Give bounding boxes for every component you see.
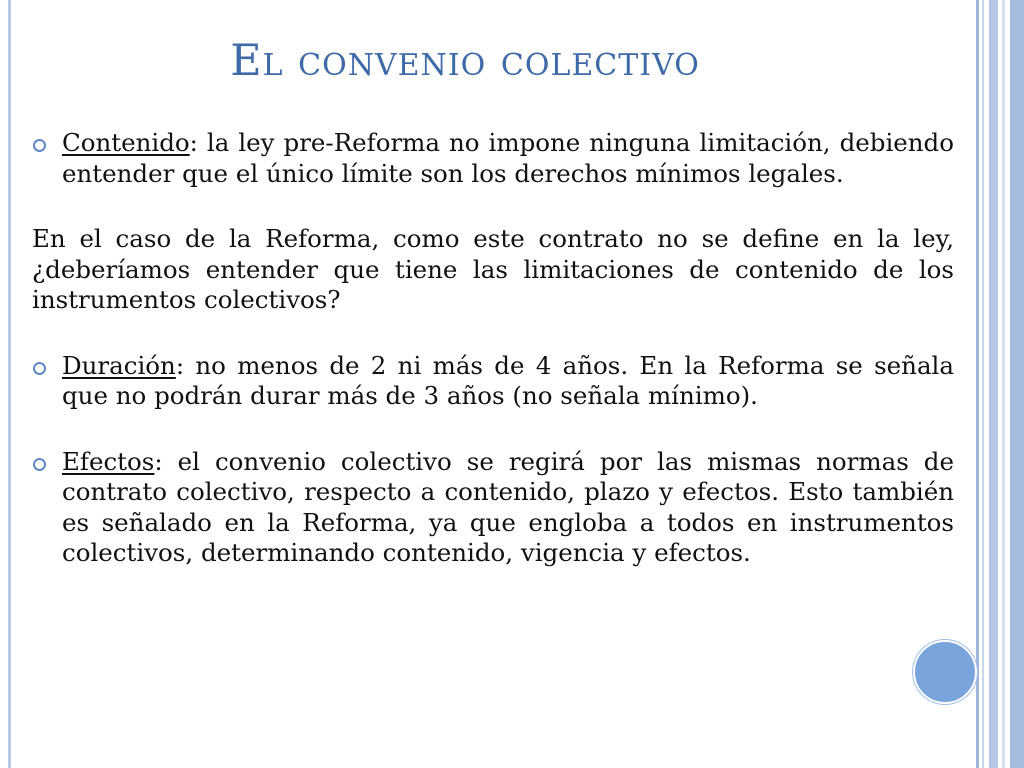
paragraph-reforma-question: [32, 224, 954, 316]
slide-title: El convenio colectivo: [230, 36, 700, 86]
ring-bullet-icon: [33, 458, 46, 471]
ring-bullet-icon: [33, 139, 46, 152]
term-duracion: Duración: [62, 350, 176, 380]
term-contenido: Contenido: [62, 128, 190, 157]
blue-circle-decoration: [913, 640, 977, 704]
text-duracion: : no menos de 2 ni más de 4 años. En la Reforma se señala que no podrán durar más de 3 años (no señala mínimo).: [62, 350, 954, 410]
ring-bullet-icon: [33, 362, 46, 375]
left-frame-line: [8, 0, 11, 768]
bullet-efectos: [32, 447, 954, 569]
bullet-duracion: [32, 351, 954, 412]
slide-content: [32, 128, 954, 569]
text-efectos: : el convenio colectivo se regirá por las mismas normas de contrato colectivo, respecto a contenido, plazo y efectos. Esto también es señalado en la Reforma, ya que engloba a todos en instrumentos colectivos, determinando contenido, vigencia y efectos.: [62, 446, 954, 567]
border-stripe: [1002, 0, 1005, 768]
text-contenido: : la ley pre-Reforma no impone ninguna limitación, debiendo entender que el único límite son los derechos mínimos legales.: [62, 128, 954, 188]
border-stripe: [989, 0, 998, 768]
bullet-contenido: [32, 128, 954, 189]
paragraph-gap: [32, 189, 954, 224]
border-stripe: [976, 0, 979, 768]
right-border-stripes: [976, 0, 1024, 768]
border-stripe: [1010, 0, 1024, 768]
text-reforma-question: En el caso de la Reforma, como este contrato no se define en la ley, ¿deberíamos entender que tiene las limitaciones de contenido de los instrumentos colectivos?: [32, 224, 954, 314]
paragraph-gap: [32, 412, 954, 447]
border-stripe: [982, 0, 984, 768]
term-efectos: Efectos: [62, 446, 155, 476]
paragraph-gap: [32, 316, 954, 351]
